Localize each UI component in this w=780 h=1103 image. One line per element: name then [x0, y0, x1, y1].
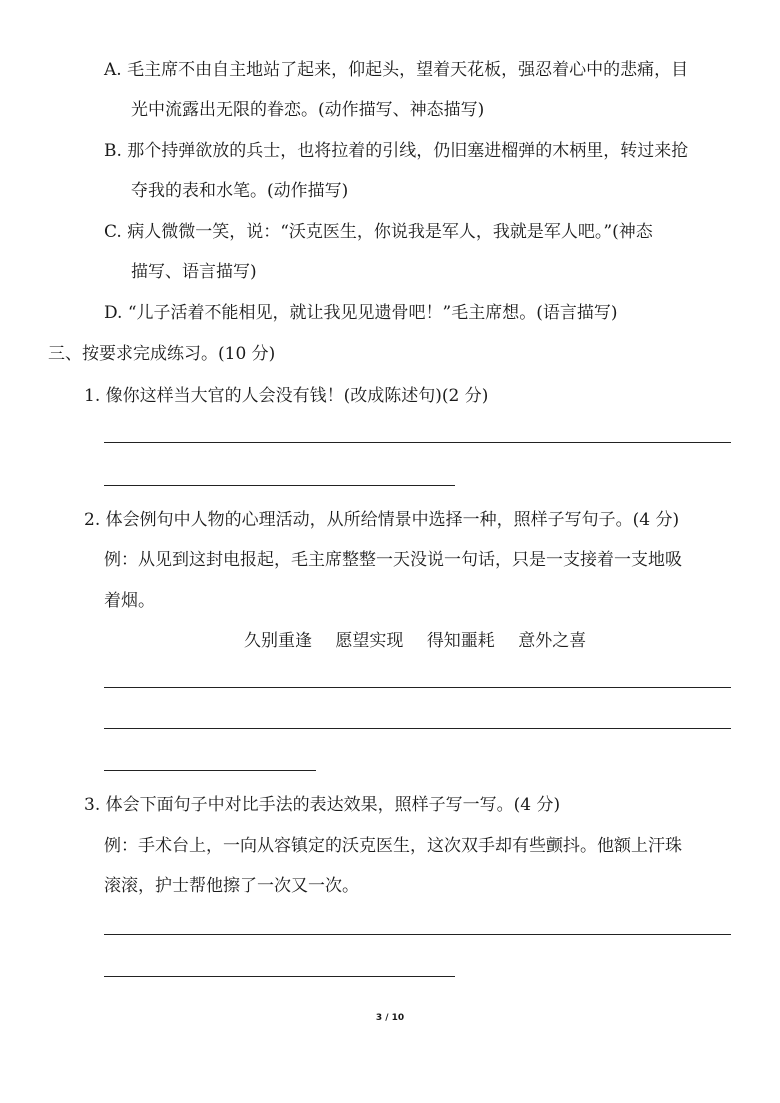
scenario-option: 得知噩耗 — [426, 631, 495, 651]
option-d-line1: D. “儿子活着不能相见，就让我见见遗骨吧！”毛主席想。(语言描写) — [104, 303, 618, 323]
scenario-options — [244, 629, 586, 653]
option-a-line1: A. 毛主席不由自主地站了起来，仰起头，望着天花板，强忍着心中的悲痛，目 — [104, 60, 689, 80]
question-3-example-line1: 例：手术台上，一向从容镇定的沃克医生，这次双手却有些颤抖。他额上汗珠 — [104, 836, 682, 856]
option-b-line1: B. 那个持弹欲放的兵士，也将拉着的引线，仍旧塞进榴弹的木柄里，转过来抢 — [104, 141, 689, 161]
answer-line[interactable] — [104, 442, 731, 443]
answer-line[interactable] — [104, 728, 731, 729]
question-2-example-line1: 例：从见到这封电报起，毛主席整整一天没说一句话，只是一支接着一支地吸 — [104, 550, 682, 570]
question-3-example-line2: 滚滚，护士帮他擦了一次又一次。 — [104, 876, 359, 896]
question-2-prompt: 2. 体会例句中人物的心理活动，从所给情景中选择一种，照样子写句子。(4 分) — [84, 510, 680, 530]
answer-line[interactable] — [104, 976, 455, 977]
question-2-example-line2: 着烟。 — [104, 591, 155, 611]
option-a-line2: 光中流露出无限的眷恋。(动作描写、神态描写) — [131, 100, 485, 120]
option-b-line2: 夺我的表和水笔。(动作描写) — [131, 181, 349, 201]
answer-line[interactable] — [104, 934, 731, 935]
answer-line[interactable] — [104, 770, 316, 771]
question-3-prompt: 3. 体会下面句子中对比手法的表达效果，照样子写一写。(4 分) — [84, 795, 561, 815]
option-c-line2: 描写、语言描写) — [131, 262, 257, 282]
page-indicator: 3 / 10 — [375, 1013, 405, 1023]
scenario-option: 意外之喜 — [518, 631, 587, 651]
answer-line[interactable] — [104, 687, 731, 688]
scenario-option: 愿望实现 — [335, 631, 404, 651]
scenario-option: 久别重逢 — [244, 631, 312, 651]
answer-line[interactable] — [104, 485, 455, 486]
option-c-line1: C. 病人微微一笑，说：“沃克医生，你说我是军人，我就是军人吧。”(神态 — [104, 222, 653, 242]
question-1-prompt: 1. 像你这样当大官的人会没有钱！(改成陈述句)(2 分) — [84, 386, 489, 406]
section-heading: 三、按要求完成练习。(10 分) — [48, 344, 276, 364]
